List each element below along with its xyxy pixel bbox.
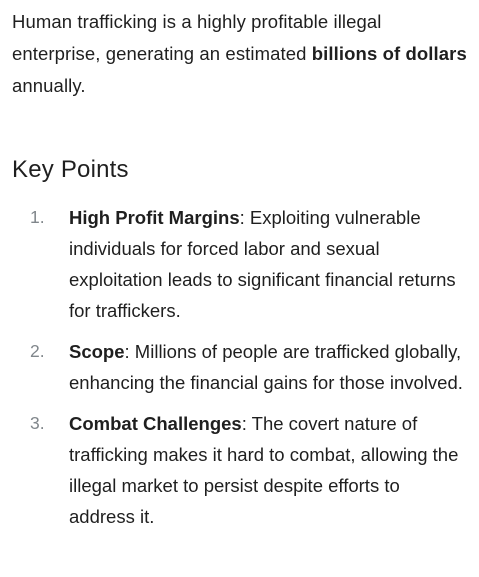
key-point-text: Millions of people are trafficked globally, enhancing the financial gains for those involved. xyxy=(69,341,463,393)
list-number: 3. xyxy=(30,413,45,433)
key-point-item xyxy=(12,408,467,532)
list-number: 1. xyxy=(30,207,45,227)
key-point-term: Scope xyxy=(69,341,125,362)
list-number: 2. xyxy=(30,341,45,361)
intro-paragraph xyxy=(12,6,467,102)
key-point-term: Combat Challenges xyxy=(69,413,242,434)
key-point-text: Exploiting vulnerable individuals for forced labor and sexual exploitation leads to significant financial returns for traffickers. xyxy=(69,207,456,321)
response-content xyxy=(12,6,467,527)
key-point-term: High Profit Margins xyxy=(69,207,240,228)
key-points-list xyxy=(12,202,467,542)
key-point-item xyxy=(12,336,467,398)
key-point-item xyxy=(12,202,467,326)
key-points-heading: Key Points xyxy=(12,156,129,183)
key-point-separator: : xyxy=(124,341,130,362)
key-point-text: The covert nature of trafficking makes it hard to combat, allowing the illegal market to persist despite efforts to address it. xyxy=(69,413,459,527)
key-point-separator: : xyxy=(241,413,247,434)
intro-text-after: annually. xyxy=(12,75,86,96)
intro-bold-text: billions of dollars xyxy=(311,43,467,64)
key-point-separator: : xyxy=(239,207,245,228)
intro-text-before: Human trafficking is a highly profitable illegal enterprise, generating an estimated xyxy=(12,11,382,64)
